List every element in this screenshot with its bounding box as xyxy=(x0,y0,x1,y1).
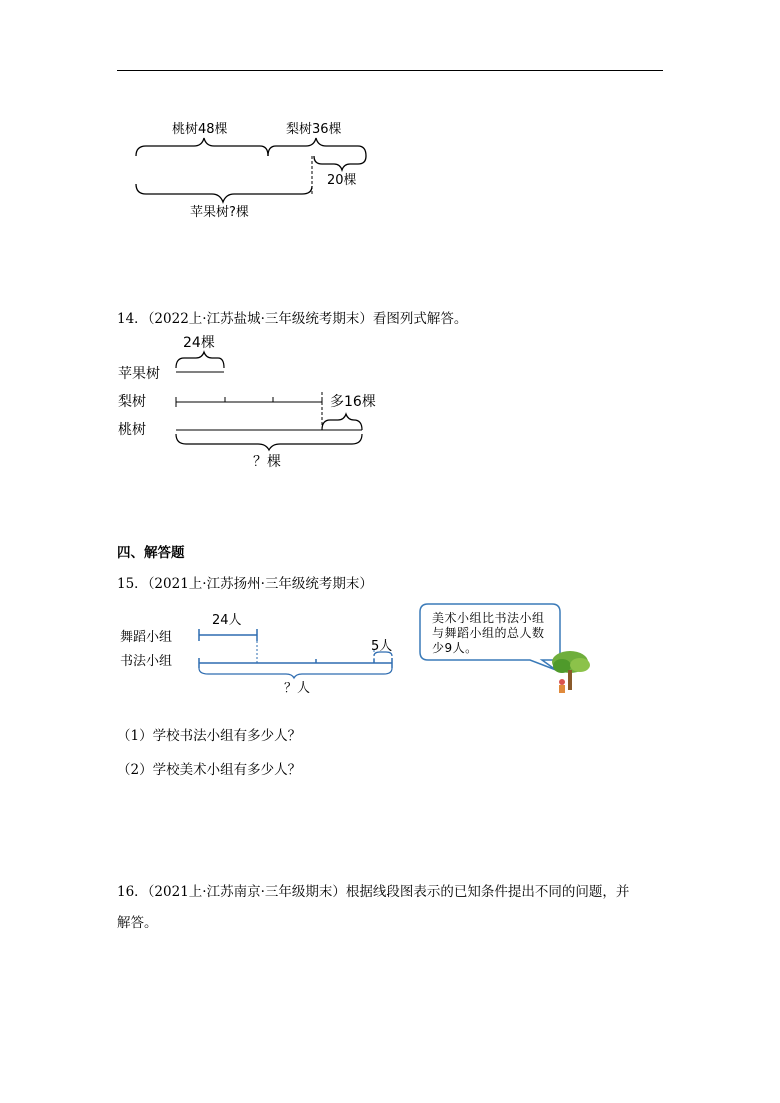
q15-text xyxy=(117,572,373,592)
q14-source: （2022上·江苏盐城·三年级统考期末）看图列式解答。 xyxy=(147,311,468,327)
q14-number: 14． xyxy=(117,311,148,327)
pear-row-label: 梨树 xyxy=(118,394,146,410)
more-brace xyxy=(322,414,362,430)
apple-row-label: 苹果树 xyxy=(118,366,160,382)
pear-brace xyxy=(268,138,366,156)
q15-number: 15． xyxy=(117,576,148,592)
apple-amount-brace xyxy=(176,352,224,368)
speech-text: 美术小组比书法小组与舞蹈小组的总人数少9人。 xyxy=(432,611,545,655)
tree-icon xyxy=(550,648,594,696)
peach-row-label: 桃树 xyxy=(118,422,146,438)
q15-diagram xyxy=(118,608,408,698)
extra-label: 5人 xyxy=(371,639,393,654)
total-label: ？棵 xyxy=(253,454,281,470)
apple-amount: 24棵 xyxy=(183,335,215,351)
pear-label: 梨树36棵 xyxy=(286,122,342,137)
apple-label: 苹果树?棵 xyxy=(190,205,249,220)
diff-brace xyxy=(314,156,366,170)
peach-label: 桃树48棵 xyxy=(172,122,228,137)
header-rule xyxy=(117,70,663,71)
peach-brace xyxy=(136,138,268,156)
section-title: 四、解答题 xyxy=(117,545,185,561)
dance-amount: 24人 xyxy=(212,613,242,628)
more-label: 多16棵 xyxy=(330,394,376,410)
q14-text xyxy=(117,307,467,327)
figure-13-diagram xyxy=(120,112,390,222)
total-brace-15 xyxy=(199,668,392,678)
diff-label: 20棵 xyxy=(327,173,357,188)
total-brace xyxy=(176,434,362,450)
q15-sub1: （1）学校书法小组有多少人？ xyxy=(117,728,302,744)
dance-row-label: 舞蹈小组 xyxy=(120,630,173,645)
q16-line1: 16．（2021上·江苏南京·三年级期末）根据线段图表示的已知条件提出不同的问题，并 xyxy=(117,884,630,900)
extra-brace xyxy=(374,652,392,656)
total-label-15: ？人 xyxy=(284,681,311,696)
calligraphy-row-label: 书法小组 xyxy=(120,654,173,669)
q16-line2: 解答。 xyxy=(117,915,158,931)
apple-brace xyxy=(136,184,312,202)
q15-source: （2021上·江苏扬州·三年级统考期末） xyxy=(147,576,373,592)
q15-sub2: （2）学校美术小组有多少人？ xyxy=(117,762,302,778)
q14-diagram xyxy=(112,330,402,475)
